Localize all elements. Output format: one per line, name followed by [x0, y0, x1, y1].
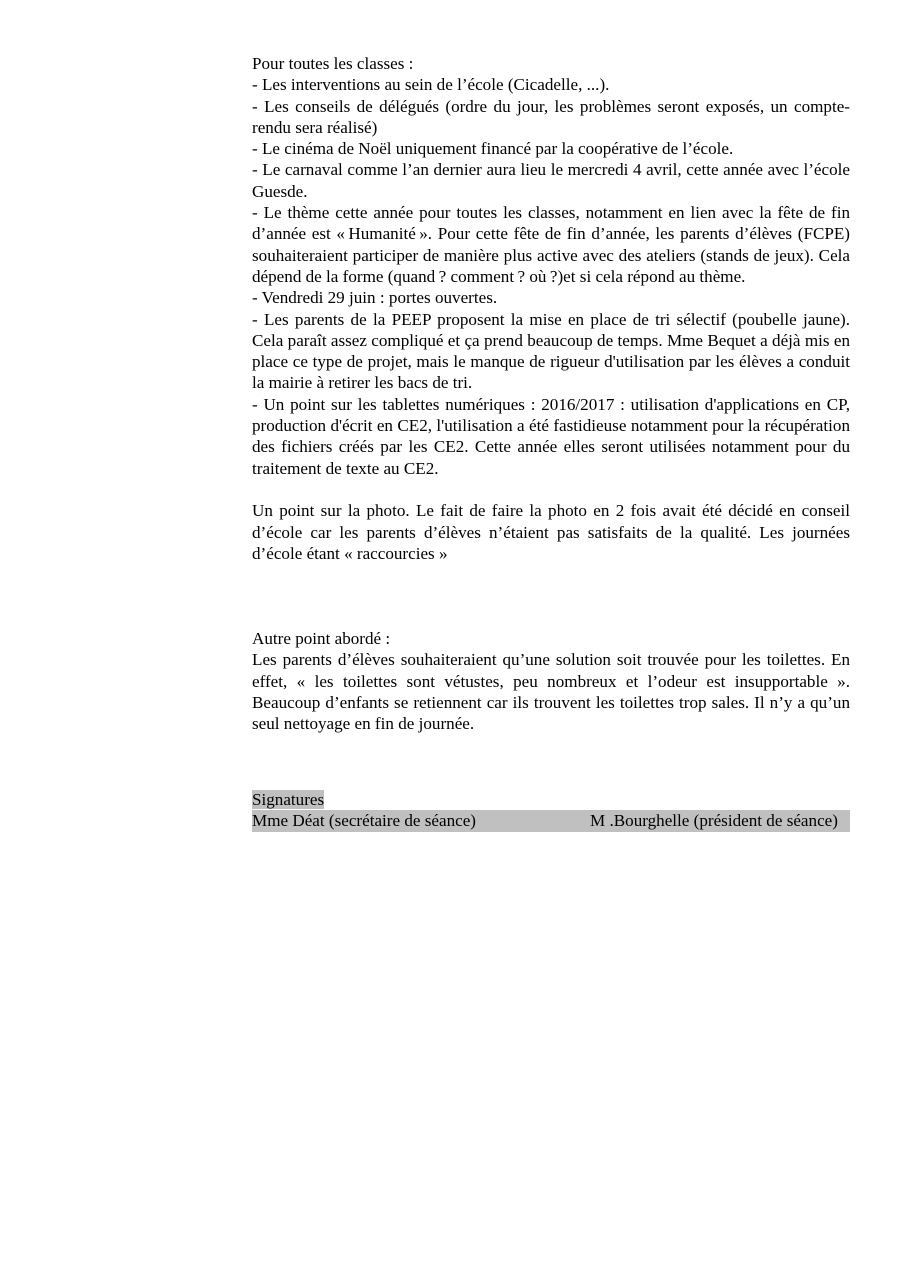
document-body: [252, 53, 850, 735]
paragraph-bullet-carnaval: - Le carnaval comme l’an dernier aura lieu le mercredi 4 avril, cette année avec l’école Guesde.: [252, 160, 850, 201]
section-spacer: [252, 564, 850, 628]
signatures-heading-line: [252, 789, 850, 810]
paragraph-bullet-portes-ouvertes: - Vendredi 29 juin : portes ouvertes.: [252, 288, 498, 308]
signature-secretary: Mme Déat (secrétaire de séance): [252, 811, 476, 831]
paragraph-bullet-interventions: - Les interventions au sein de l’école (Cicadelle, ...).: [252, 75, 610, 95]
signatures-heading: Signatures: [252, 790, 325, 809]
paragraph-bullet-cinema-noel: - Le cinéma de Noël uniquement financé par la coopérative de l’école.: [252, 139, 734, 159]
heading-autre-point-aborde: Autre point abordé :: [252, 629, 391, 649]
signature-names-row: [252, 810, 850, 831]
paragraph-photo: Un point sur la photo. Le fait de faire la photo en 2 fois avait été décidé en conseil d’école car les parents d’élèves n’étaient pas satisfaits de la qualité. Les journées d’école étant « raccourcies »: [252, 501, 850, 563]
paragraph-bullet-theme-humanite: - Le thème cette année pour toutes les classes, notamment en lien avec la fête de fin d’année est « Humanité ». Pour cette fête de fin d’année, les parents d’élèves (FCPE) souhaiteraient participer de manière plus active avec des ateliers (stands de jeux). Cela dépend de la forme (quand ? comment ? où ?)et si cela répond au thème.: [252, 203, 850, 286]
paragraph-toilettes: Les parents d’élèves souhaiteraient qu’une solution soit trouvée pour les toilettes. En effet, « les toilettes sont vétustes, peu nombreux et l’odeur est insupportable ». Beaucoup d’enfants se retiennent car ils trouvent les toilettes trop sales. Il n’y a qu’un seul nettoyage en fin de journée.: [252, 650, 850, 734]
paragraph-bullet-conseils-delegues: - Les conseils de délégués (ordre du jour, les problèmes seront exposés, un compte-rendu sera réalisé): [252, 96, 850, 137]
paragraph-classes-intro: Pour toutes les classes :: [252, 54, 414, 73]
signature-block: [252, 789, 850, 832]
signature-president: M .Bourghelle (président de séance): [590, 811, 838, 831]
paragraph-bullet-tablettes: - Un point sur les tablettes numériques : 2016/2017 : utilisation d'applications en CP, production d'écrit en CE2, l'utilisation a été fastidieuse notamment pour la récupération des fichiers créés par les CE2. Cette année elles seront utilisées notamment pour du traitement de texte au CE2.: [252, 394, 850, 478]
paragraph-bullet-tri-selectif: - Les parents de la PEEP proposent la mise en place de tri sélectif (poubelle jaune). Cela paraît assez compliqué et ça prend beaucoup de temps. Mme Bequet a déjà mis en place ce type de projet, mais le manque de rigueur d'utilisation par les élèves a conduit la mairie à retirer les bacs de tri.: [252, 309, 850, 393]
paragraph-spacer: [252, 479, 850, 500]
